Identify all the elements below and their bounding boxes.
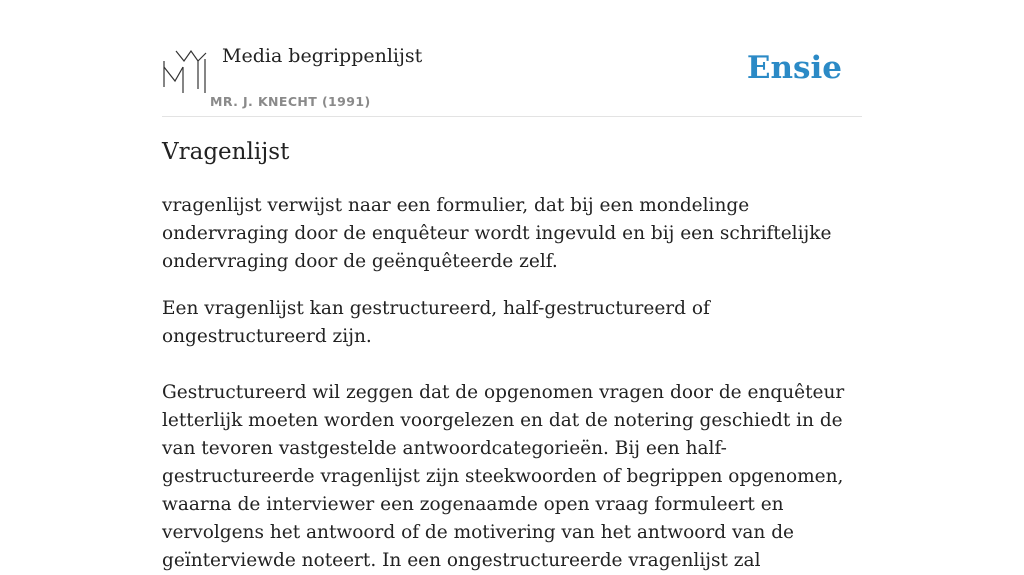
site-title[interactable]: Media begrippenlijst [222, 45, 423, 67]
entry-paragraph: Gestructureerd wil zeggen dat de opgenomen vragen door de enquêteur letterlijk moeten worden voorgelezen en dat de notering geschiedt in de van tevoren vastgestelde antwoordcategorieën. Bij een half-gestructureerde vragenlijst zijn steekwoorden of begrippen opgenomen, waarna de interviewer een zogenaamde open vraag formuleert en vervolgens het antwoord of de motivering van het antwoord van de geïnterviewde noteert. In een ongestructureerde vragenlijst zal [162, 382, 845, 571]
page [162, 0, 862, 571]
entry-title: Vragenlijst [162, 139, 290, 165]
author-label: MR. J. KNECHT (1991) [210, 94, 371, 109]
entry-body [162, 192, 862, 575]
brand-logo[interactable]: Ensie [746, 50, 842, 86]
entry-paragraph: vragenlijst verwijst naar een formulier, dat bij een mondelinge ondervraging door de enquêteur wordt ingevuld en bij een schriftelijke ondervraging door de geënquêteerde zelf. [162, 195, 832, 272]
media-logo-icon[interactable] [162, 47, 208, 95]
header [162, 0, 862, 117]
logo-mark [162, 47, 208, 95]
entry-paragraph: Een vragenlijst kan gestructureerd, half-gestructureerd of ongestructureerd zijn. [162, 298, 710, 347]
